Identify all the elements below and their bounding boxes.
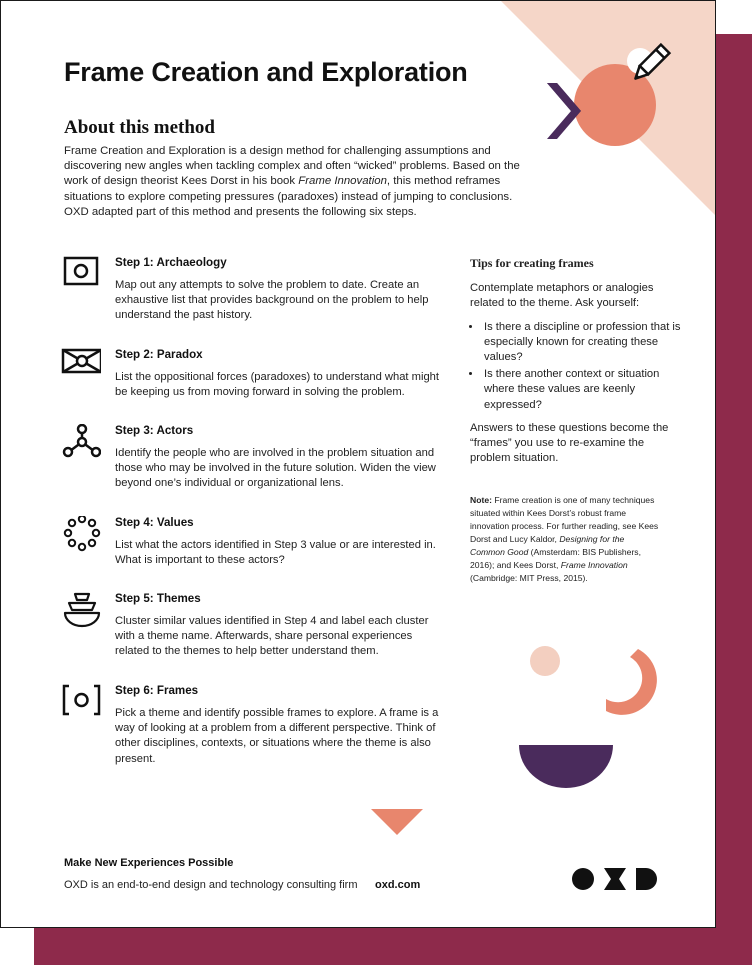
tips-title: Tips for creating frames — [470, 256, 594, 270]
paradox-bowtie-icon — [61, 348, 101, 388]
step-1-title: Step 1: Archaeology — [115, 256, 227, 269]
light-peach-circle-decoration — [530, 646, 560, 676]
step-1-text: Map out any attempts to solve the problem to date. Create an exhaustive list that provides background on the problem to help understand the past history. — [115, 279, 429, 322]
actors-network-icon — [61, 424, 101, 464]
tips-bullet-1: • Is there a discipline or profession that is especially known for creating these values? — [482, 320, 685, 366]
page-title: Frame Creation and Exploration — [64, 57, 468, 87]
header-illustration — [541, 41, 681, 151]
tips-closing: Answers to these questions become the “frames” you use to re-examine the problem situation. — [470, 421, 669, 465]
lower-illustration — [511, 641, 681, 791]
footer-text: OXD is an end-to-end design and technology consulting firm — [64, 879, 358, 891]
footer-website-link[interactable]: oxd.com — [375, 879, 421, 891]
coral-arc-decoration — [606, 649, 657, 715]
step-3-text: Identify the people who are involved in the problem situation and those who may be involved in the future solution. Widen the view beyond one’s individual or organizational lens. — [115, 447, 436, 490]
values-ring-icon — [61, 516, 101, 556]
intro-paragraph: Frame Creation and Exploration is a design method for challenging assumptions and discovering new angles when tackling complex and often “wicked” problems. Based on the work of design theorist Kees Dorst in his book Frame Innovation, this method reframes situations to explore competing pressures (paradoxes) instead of jumping to conclusions. OXD adapted part of this method and presents the following six steps. — [64, 145, 520, 218]
step-6-text: Pick a theme and identify possible frames to explore. A frame is a way of looking at a problem from a different perspective. Think of other disciplines, contexts, or situations where the theme is also present. — [115, 707, 439, 765]
coral-triangle-decoration — [371, 809, 423, 835]
tips-bullet-2: • Is there another context or situation where these values are keenly expressed? — [482, 367, 685, 413]
step-6-title: Step 6: Frames — [115, 684, 199, 697]
step-3-title: Step 3: Actors — [115, 424, 194, 437]
step-2-text: List the oppositional forces (paradoxes) to understand what might be keeping us from moving forward in solving the problem. — [115, 371, 440, 399]
step-5-title: Step 5: Themes — [115, 592, 201, 605]
tips-list — [470, 320, 685, 413]
step-5-text: Cluster similar values identified in Step 4 and label each cluster with a theme name. Afterwards, share personal experiences related to the themes to help better understand them. — [115, 615, 429, 658]
step-2-title: Step 2: Paradox — [115, 348, 203, 361]
oxd-logo — [572, 868, 658, 890]
tips-panel — [470, 256, 685, 466]
archaeology-frame-icon — [61, 256, 101, 296]
step-4-text: List what the actors identified in Step 3 value or are interested in. What is important to these actors? — [115, 539, 436, 567]
purple-half-circle-decoration — [519, 745, 613, 788]
step-4-title: Step 4: Values — [115, 516, 194, 529]
tips-lead: Contemplate metaphors or analogies related to the theme. Ask yourself: — [470, 282, 654, 310]
frames-bracket-icon — [61, 684, 101, 724]
footer-title: Make New Experiences Possible — [64, 857, 234, 869]
about-heading: About this method — [64, 117, 215, 138]
note-paragraph: Note: Frame creation is one of many techniques situated within Kees Dorst’s robust frame innovation process. For further reading, see Kees Dorst and Lucy Kaldor, Designing for the Common Good (Amsterdam: BIS Publishers, 2016); and Kees Dorst, Frame Innovation (Cambridge: MIT Press, 2015). — [470, 495, 659, 583]
themes-stack-icon — [61, 592, 101, 632]
